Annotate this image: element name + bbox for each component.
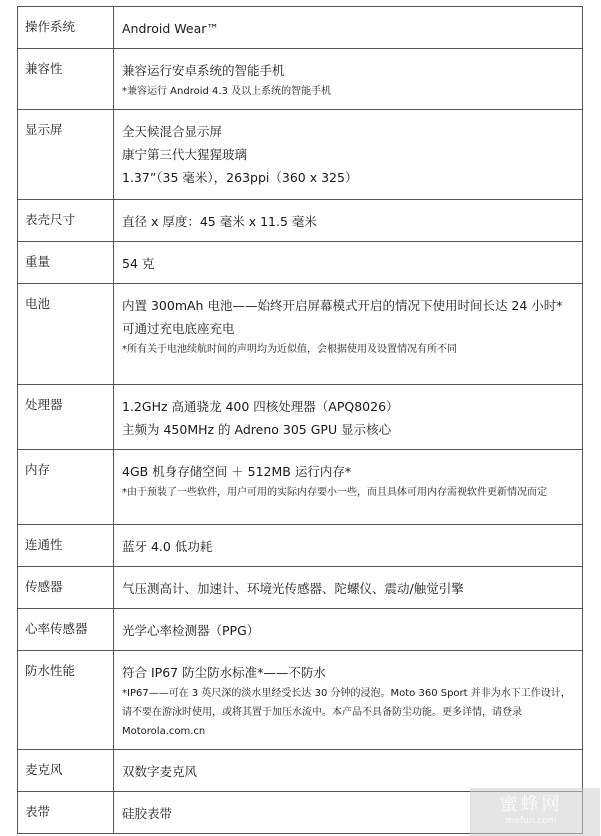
spec-label: 连通性	[18, 525, 114, 567]
spec-value	[114, 567, 583, 609]
spec-label: 内存	[18, 450, 114, 525]
spec-label: 操作系统	[18, 7, 114, 49]
spec-value	[114, 7, 583, 49]
spec-value-line: Android Wear™	[122, 21, 219, 36]
spec-label: 兼容性	[18, 49, 114, 110]
spec-footnote: *所有关于电池续航时间的声明均为近似值，会根据使用及设置情况有所不同	[122, 344, 457, 355]
spec-row	[18, 7, 583, 49]
spec-value-line: 1.37”（35 毫米），263ppi（360 x 325）	[122, 170, 358, 185]
spec-value	[114, 284, 583, 385]
spec-value-line: 全天候混合显示屏	[122, 124, 223, 139]
spec-value	[114, 49, 583, 110]
spec-value-line: 双数字麦克风	[122, 764, 198, 779]
spec-label: 表壳尺寸	[18, 200, 114, 242]
spec-value	[114, 525, 583, 567]
spec-label: 电池	[18, 284, 114, 385]
spec-row	[18, 567, 583, 609]
spec-value-line: 54 克	[122, 256, 155, 271]
spec-label: 表带	[18, 792, 114, 834]
spec-value-line: 1.2GHz 高通骁龙 400 四核处理器（APQ8026）	[122, 399, 399, 414]
spec-label: 显示屏	[18, 110, 114, 200]
spec-value-line: 兼容运行安卓系统的智能手机	[122, 63, 285, 78]
spec-footnote: *IP67——可在 3 英尺深的淡水里经受长达 30 分钟的浸泡。Moto 360 Sport 并非为水下工作设计，请不要在游泳时使用，或将其置于加压水流中。本产品不具备防尘功能。更多详情，请登录 Motorola.com.cn	[122, 688, 571, 737]
spec-value-line: 内置 300mAh 电池——始终开启屏幕模式开启的情况下使用时间长达 24 小时*	[122, 298, 563, 313]
spec-value	[114, 450, 583, 525]
spec-table-body	[18, 7, 583, 834]
spec-row	[18, 49, 583, 110]
spec-value	[114, 750, 583, 792]
spec-value-line: 直径 x 厚度：45 毫米 x 11.5 毫米	[122, 214, 317, 229]
watermark-url: mefun.com	[505, 816, 557, 826]
spec-row	[18, 385, 583, 450]
spec-value-line: 蓝牙 4.0 低功耗	[122, 539, 213, 554]
spec-value-line: 硅胶表带	[122, 806, 173, 821]
spec-value	[114, 110, 583, 200]
spec-value-line: 4GB 机身存储空间 ＋ 512MB 运行内存*	[122, 464, 352, 479]
spec-value	[114, 242, 583, 284]
spec-value	[114, 609, 583, 651]
spec-label: 防水性能	[18, 651, 114, 750]
spec-row	[18, 609, 583, 651]
spec-value-line: 可通过充电底座充电	[122, 321, 235, 336]
spec-value-line: 主频为 450MHz 的 Adreno 305 GPU 显示核心	[122, 422, 392, 437]
spec-row	[18, 110, 583, 200]
spec-table	[17, 6, 583, 834]
spec-row	[18, 651, 583, 750]
spec-row	[18, 450, 583, 525]
spec-value	[114, 385, 583, 450]
spec-label: 重量	[18, 242, 114, 284]
spec-label: 传感器	[18, 567, 114, 609]
spec-value-line: 符合 IP67 防尘防水标准*——不防水	[122, 665, 326, 680]
spec-value	[114, 200, 583, 242]
spec-row	[18, 200, 583, 242]
spec-row	[18, 750, 583, 792]
spec-row	[18, 525, 583, 567]
watermark-brand: 蜜蜂网	[499, 794, 563, 815]
spec-row	[18, 242, 583, 284]
spec-label: 麦克风	[18, 750, 114, 792]
spec-value-line: 康宁第三代大猩猩玻璃	[122, 147, 248, 162]
spec-footnote: *兼容运行 Android 4.3 及以上系统的智能手机	[122, 86, 332, 97]
spec-footnote: *由于预装了一些软件，用户可用的实际内存要小一些，而且具体可用内存需视软件更新情况而定	[122, 487, 547, 498]
spec-label: 处理器	[18, 385, 114, 450]
spec-row	[18, 284, 583, 385]
spec-value-line: 光学心率检测器（PPG）	[122, 623, 260, 638]
spec-value	[114, 651, 583, 750]
spec-value-line: 气压测高计、加速计、环境光传感器、陀螺仪、震动/触觉引擎	[122, 581, 464, 596]
watermark	[476, 794, 586, 830]
spec-label: 心率传感器	[18, 609, 114, 651]
